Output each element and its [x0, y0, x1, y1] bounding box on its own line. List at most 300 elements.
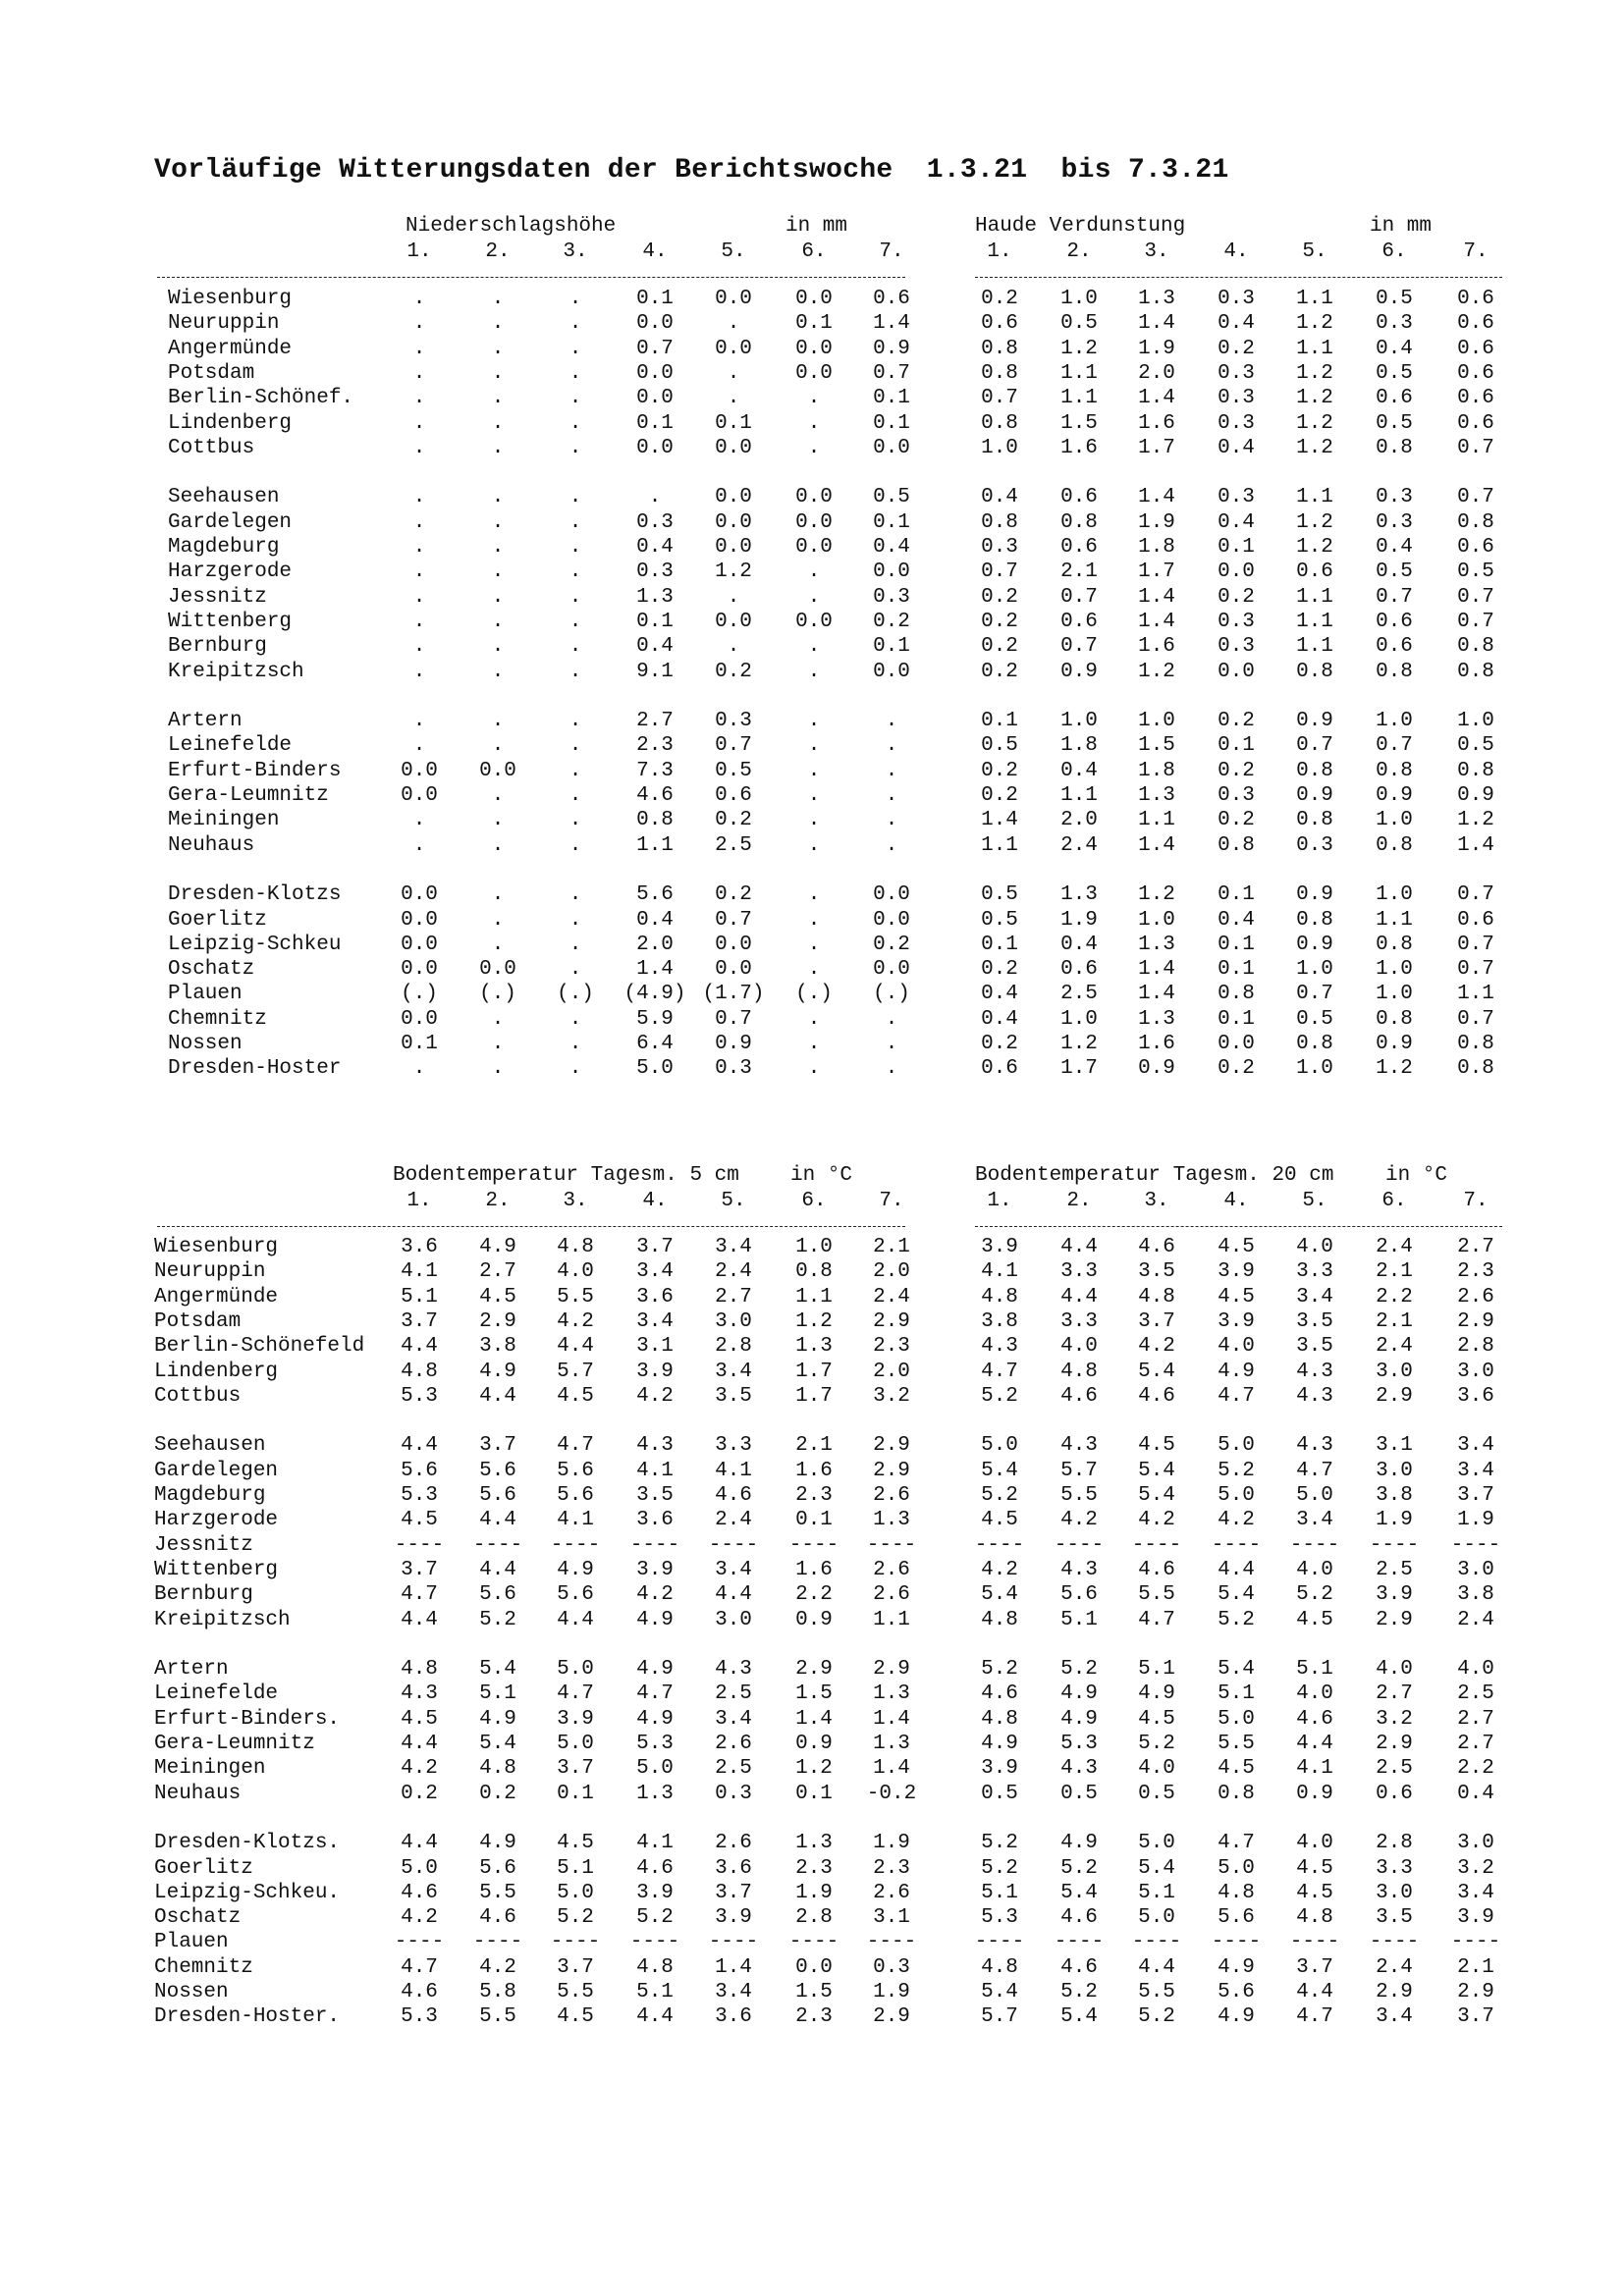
- evaporation-header: Haude Verdunstung: [975, 215, 1186, 238]
- right-value-cell: 1.9: [1457, 1509, 1494, 1532]
- station-name: Angermünde: [168, 337, 293, 360]
- left-value-cell: 0.4: [636, 635, 674, 659]
- left-value-cell: -0.2: [866, 1782, 917, 1805]
- left-value-cell: 0.3: [715, 1782, 752, 1805]
- right-value-cell: 2.5: [1376, 1757, 1413, 1781]
- left-value-cell: 5.8: [479, 1981, 516, 2003]
- right-value-cell: 0.3: [1218, 387, 1255, 410]
- left-value-cell: .: [491, 635, 505, 659]
- left-value-cell: ----: [629, 1931, 680, 1954]
- right-value-cell: 5.4: [1138, 1459, 1175, 1482]
- day-label-right: 3.: [1144, 1190, 1169, 1212]
- right-value-cell: 1.4: [1138, 486, 1175, 509]
- right-value-cell: 1.1: [1138, 809, 1175, 832]
- right-value-cell: 0.2: [981, 635, 1018, 659]
- right-value-cell: 5.2: [981, 1384, 1018, 1408]
- left-value-cell: 4.6: [715, 1484, 752, 1507]
- right-value-cell: 0.6: [1457, 411, 1494, 435]
- left-value-cell: .: [568, 510, 582, 534]
- left-value-cell: 0.1: [795, 1782, 833, 1805]
- right-value-cell: 4.8: [981, 1707, 1018, 1731]
- left-value-cell: 0.0: [873, 908, 910, 932]
- right-value-cell: 0.1: [1218, 958, 1255, 982]
- right-value-cell: 0.9: [1376, 1033, 1413, 1055]
- left-value-cell: .: [491, 734, 505, 758]
- left-value-cell: 2.5: [715, 833, 752, 857]
- station-name: Jessnitz: [168, 585, 267, 609]
- right-value-cell: 4.2: [1060, 1509, 1098, 1532]
- left-value-cell: .: [412, 1057, 426, 1081]
- right-value-cell: 0.2: [1218, 337, 1255, 360]
- right-value-cell: 0.7: [1457, 610, 1494, 633]
- left-value-cell: 4.8: [401, 1360, 438, 1383]
- left-value-cell: 4.9: [479, 1360, 516, 1383]
- right-value-cell: 0.8: [1457, 510, 1494, 534]
- left-value-cell: 7.3: [636, 759, 674, 782]
- left-value-cell: 3.9: [557, 1707, 594, 1731]
- right-value-cell: 0.5: [1060, 1782, 1098, 1805]
- left-value-cell: .: [568, 883, 582, 907]
- right-value-cell: 3.9: [1457, 1906, 1494, 1930]
- right-value-cell: 5.6: [1218, 1981, 1255, 2003]
- right-value-cell: 0.6: [1457, 908, 1494, 932]
- right-value-cell: 0.2: [981, 660, 1018, 683]
- day-label-left: 4.: [642, 1190, 668, 1212]
- right-value-cell: 3.0: [1457, 1558, 1494, 1581]
- right-value-cell: 0.6: [1296, 561, 1333, 584]
- right-value-cell: 4.9: [1218, 1955, 1255, 1979]
- left-value-cell: 1.9: [873, 1981, 910, 2003]
- left-value-cell: .: [412, 411, 426, 435]
- right-value-cell: 0.9: [1138, 1057, 1175, 1081]
- day-label-right: 5.: [1302, 1190, 1327, 1212]
- right-value-cell: 4.0: [1060, 1335, 1098, 1359]
- left-value-cell: .: [568, 710, 582, 733]
- right-value-cell: 3.0: [1376, 1360, 1413, 1383]
- left-value-cell: 3.6: [636, 1509, 674, 1532]
- left-value-cell: 2.6: [873, 1583, 910, 1607]
- left-value-cell: 0.0: [479, 759, 516, 782]
- left-value-cell: .: [807, 958, 821, 982]
- left-value-cell: .: [568, 734, 582, 758]
- right-value-cell: 0.6: [1376, 635, 1413, 659]
- right-value-cell: 4.6: [1060, 1955, 1098, 1979]
- left-value-cell: .: [568, 288, 582, 310]
- right-value-cell: 0.6: [1376, 387, 1413, 410]
- left-value-cell: 0.7: [715, 1007, 752, 1031]
- right-value-cell: 4.5: [1296, 1608, 1333, 1631]
- left-value-cell: 2.8: [715, 1335, 752, 1359]
- left-value-cell: 0.8: [795, 1260, 833, 1284]
- right-value-cell: 0.3: [1376, 486, 1413, 509]
- right-value-cell: 0.3: [1218, 411, 1255, 435]
- left-value-cell: 0.2: [715, 809, 752, 832]
- left-value-cell: 4.8: [479, 1757, 516, 1781]
- left-value-cell: .: [807, 809, 821, 832]
- left-value-cell: 4.9: [557, 1558, 594, 1581]
- left-value-cell: .: [491, 312, 505, 336]
- left-value-cell: 3.4: [715, 1707, 752, 1731]
- left-value-cell: 1.3: [795, 1335, 833, 1359]
- left-value-cell: .: [412, 510, 426, 534]
- left-value-cell: 0.0: [401, 933, 438, 956]
- right-value-cell: 4.8: [1060, 1360, 1098, 1383]
- right-value-cell: 0.5: [1376, 361, 1413, 385]
- right-value-cell: 4.6: [1296, 1707, 1333, 1731]
- left-value-cell: (1.7): [702, 983, 765, 1006]
- left-value-cell: 2.6: [873, 1881, 910, 1904]
- right-value-cell: 1.2: [1296, 436, 1333, 459]
- left-value-cell: 3.9: [636, 1558, 674, 1581]
- left-value-cell: 1.4: [873, 312, 910, 336]
- left-value-cell: 0.0: [401, 883, 438, 907]
- left-value-cell: 1.2: [795, 1757, 833, 1781]
- right-value-cell: 4.0: [1376, 1658, 1413, 1682]
- left-value-cell: ----: [866, 1533, 917, 1557]
- left-value-cell: 2.1: [795, 1434, 833, 1458]
- left-value-cell: .: [885, 1033, 898, 1055]
- right-value-cell: ----: [974, 1533, 1025, 1557]
- right-value-cell: 0.4: [981, 983, 1018, 1006]
- left-value-cell: 2.9: [873, 1459, 910, 1482]
- left-value-cell: (.): [401, 983, 438, 1006]
- left-value-cell: 0.0: [715, 288, 752, 310]
- right-value-cell: 0.2: [1218, 809, 1255, 832]
- right-value-cell: 0.2: [1218, 759, 1255, 782]
- right-value-cell: 0.2: [981, 958, 1018, 982]
- station-name: Gera-Leumnitz: [168, 784, 329, 807]
- left-value-cell: 3.3: [715, 1434, 752, 1458]
- left-value-cell: .: [568, 1007, 582, 1031]
- left-value-cell: 5.5: [557, 1981, 594, 2003]
- left-value-cell: 4.4: [636, 2005, 674, 2029]
- left-value-cell: .: [491, 436, 505, 459]
- right-value-cell: 4.9: [1218, 1360, 1255, 1383]
- right-value-cell: 0.9: [1060, 660, 1098, 683]
- right-value-cell: 0.1: [981, 710, 1018, 733]
- left-value-cell: 0.1: [795, 1509, 833, 1532]
- left-value-cell: ----: [472, 1931, 523, 1954]
- right-value-cell: 5.4: [1138, 1484, 1175, 1507]
- left-value-cell: .: [807, 784, 821, 807]
- right-value-cell: 0.6: [1060, 536, 1098, 559]
- right-value-cell: 3.8: [981, 1309, 1018, 1333]
- right-value-cell: 0.7: [1457, 1007, 1494, 1031]
- table-row: [0, 1831, 1624, 1855]
- left-value-cell: 0.1: [636, 288, 674, 310]
- left-value-cell: 4.1: [715, 1459, 752, 1482]
- right-value-cell: 3.9: [1376, 1583, 1413, 1607]
- left-value-cell: .: [491, 536, 505, 559]
- table-row: [0, 535, 1624, 560]
- left-value-cell: 4.0: [557, 1260, 594, 1284]
- left-value-cell: .: [807, 561, 821, 584]
- station-name: Kreipitzsch: [168, 660, 304, 683]
- station-name: Bernburg: [168, 635, 267, 659]
- left-value-cell: 0.0: [636, 361, 674, 385]
- left-value-cell: 4.4: [557, 1335, 594, 1359]
- left-value-cell: .: [807, 436, 821, 459]
- right-value-cell: 0.8: [1218, 833, 1255, 857]
- right-value-cell: 4.2: [981, 1558, 1018, 1581]
- left-value-cell: 0.0: [795, 536, 833, 559]
- right-value-cell: 0.7: [1376, 734, 1413, 758]
- right-value-cell: 0.4: [1218, 908, 1255, 932]
- left-value-cell: .: [412, 486, 426, 509]
- left-value-cell: 0.0: [795, 288, 833, 310]
- right-value-cell: 0.6: [1060, 610, 1098, 633]
- day-label-left: 3.: [563, 240, 588, 263]
- right-value-cell: 0.1: [1218, 933, 1255, 956]
- right-value-cell: 5.5: [1138, 1981, 1175, 2003]
- day-label-left: 2.: [485, 240, 511, 263]
- left-value-cell: 1.3: [873, 1733, 910, 1755]
- station-name: Dresden-Hoster: [168, 1057, 342, 1081]
- right-value-cell: 0.3: [981, 536, 1018, 559]
- left-value-cell: 2.4: [715, 1509, 752, 1532]
- station-name: Leinefelde: [168, 734, 293, 758]
- left-value-cell: .: [412, 387, 426, 410]
- right-value-cell: 0.3: [1218, 610, 1255, 633]
- right-value-cell: 2.9: [1457, 1981, 1494, 2003]
- left-value-cell: .: [807, 660, 821, 683]
- right-value-cell: 0.8: [1296, 908, 1333, 932]
- right-value-cell: 2.1: [1060, 561, 1098, 584]
- table-row: [0, 1433, 1624, 1458]
- left-value-cell: 0.0: [401, 1007, 438, 1031]
- left-value-cell: 0.1: [715, 411, 752, 435]
- right-value-cell: 0.0: [1218, 660, 1255, 683]
- right-value-cell: 1.5: [1138, 734, 1175, 758]
- right-value-cell: 0.6: [1457, 361, 1494, 385]
- right-value-cell: 5.0: [1138, 1832, 1175, 1855]
- left-value-cell: .: [885, 784, 898, 807]
- station-name: Cottbus: [154, 1384, 242, 1408]
- right-value-cell: 1.2: [1296, 361, 1333, 385]
- left-value-cell: 0.0: [795, 337, 833, 360]
- table-row: [0, 287, 1624, 311]
- right-value-cell: 1.9: [1138, 510, 1175, 534]
- day-label-left: 2.: [485, 1190, 511, 1212]
- station-name: Berlin-Schönefeld: [154, 1335, 365, 1359]
- day-label-right: 7.: [1463, 240, 1489, 263]
- right-value-cell: 0.5: [1376, 411, 1413, 435]
- right-value-cell: 4.3: [981, 1335, 1018, 1359]
- left-value-cell: 3.7: [479, 1434, 516, 1458]
- right-value-cell: 2.0: [1060, 809, 1098, 832]
- right-value-cell: 0.5: [981, 1782, 1018, 1805]
- right-value-cell: 2.9: [1457, 1309, 1494, 1333]
- station-name: Jessnitz: [154, 1533, 253, 1557]
- left-value-cell: 0.7: [715, 908, 752, 932]
- left-value-cell: 0.2: [401, 1782, 438, 1805]
- station-name: Nossen: [154, 1981, 229, 2003]
- right-value-cell: ----: [1289, 1533, 1340, 1557]
- right-value-cell: 0.7: [1457, 883, 1494, 907]
- left-value-cell: .: [807, 759, 821, 782]
- right-value-cell: 0.3: [1376, 510, 1413, 534]
- station-name: Gardelegen: [154, 1459, 279, 1482]
- left-value-cell: 0.2: [873, 933, 910, 956]
- station-name: Nossen: [168, 1033, 243, 1055]
- left-value-cell: 4.5: [557, 2005, 594, 2029]
- left-value-cell: .: [491, 486, 505, 509]
- day-header-row: [0, 1189, 1624, 1213]
- table-row: [0, 908, 1624, 933]
- left-value-cell: .: [727, 585, 740, 609]
- right-value-cell: 4.3: [1296, 1384, 1333, 1408]
- left-value-cell: 5.6: [636, 883, 674, 907]
- table-row: [0, 585, 1624, 610]
- left-value-cell: 5.1: [401, 1285, 438, 1308]
- left-value-cell: 5.6: [557, 1459, 594, 1482]
- left-value-cell: .: [885, 710, 898, 733]
- right-value-cell: 2.9: [1376, 1733, 1413, 1755]
- right-value-cell: 5.2: [1138, 1733, 1175, 1755]
- day-label-right: 6.: [1381, 240, 1407, 263]
- right-value-cell: 0.4: [981, 1007, 1018, 1031]
- left-value-cell: .: [568, 486, 582, 509]
- left-value-cell: 3.4: [715, 1236, 752, 1258]
- left-value-cell: 1.0: [795, 1236, 833, 1258]
- left-value-cell: 2.7: [479, 1260, 516, 1284]
- right-value-cell: 2.4: [1376, 1335, 1413, 1359]
- right-value-cell: 3.4: [1296, 1509, 1333, 1532]
- left-value-cell: .: [568, 933, 582, 956]
- left-value-cell: 5.9: [636, 1007, 674, 1031]
- right-value-cell: 0.7: [1457, 486, 1494, 509]
- left-value-cell: 0.9: [873, 337, 910, 360]
- left-value-cell: 0.1: [873, 411, 910, 435]
- right-value-cell: 1.0: [1138, 710, 1175, 733]
- right-value-cell: 1.1: [1296, 337, 1333, 360]
- left-value-cell: 5.6: [557, 1484, 594, 1507]
- left-value-cell: 2.9: [873, 2005, 910, 2029]
- left-value-cell: 3.0: [715, 1608, 752, 1631]
- right-value-cell: 1.1: [1296, 288, 1333, 310]
- right-value-cell: 4.4: [1296, 1733, 1333, 1755]
- right-value-cell: 0.6: [1457, 337, 1494, 360]
- right-value-cell: 1.1: [1457, 983, 1494, 1006]
- right-value-cell: 1.6: [1138, 1033, 1175, 1055]
- left-value-cell: 0.4: [636, 908, 674, 932]
- left-value-cell: (4.9): [623, 983, 686, 1006]
- right-value-cell: 0.3: [1218, 784, 1255, 807]
- right-value-cell: 0.6: [1376, 610, 1413, 633]
- left-value-cell: .: [807, 833, 821, 857]
- left-value-cell: 2.9: [873, 1309, 910, 1333]
- right-value-cell: 4.3: [1060, 1757, 1098, 1781]
- soil-temp-5cm-header: Bodentemperatur Tagesm. 5 cm: [393, 1164, 739, 1187]
- right-value-cell: 5.4: [981, 1459, 1018, 1482]
- day-label-right: 4.: [1223, 240, 1249, 263]
- left-value-cell: 0.0: [873, 561, 910, 584]
- right-value-cell: 1.0: [1376, 809, 1413, 832]
- left-value-cell: 0.0: [479, 958, 516, 982]
- left-value-cell: 4.4: [479, 1558, 516, 1581]
- right-value-cell: 0.5: [1138, 1782, 1175, 1805]
- left-value-cell: 3.6: [636, 1285, 674, 1308]
- station-name: Chemnitz: [168, 1007, 267, 1031]
- right-value-cell: 2.5: [1376, 1558, 1413, 1581]
- right-value-cell: 4.5: [1138, 1434, 1175, 1458]
- right-value-cell: 0.8: [1376, 759, 1413, 782]
- left-value-cell: 4.2: [401, 1906, 438, 1930]
- right-value-cell: 4.3: [1296, 1360, 1333, 1383]
- left-value-cell: 4.9: [636, 1658, 674, 1682]
- right-value-cell: 4.7: [1296, 2005, 1333, 2029]
- left-value-cell: 4.7: [401, 1955, 438, 1979]
- right-value-cell: 1.0: [1138, 908, 1175, 932]
- left-value-cell: 1.7: [795, 1384, 833, 1408]
- right-value-cell: 1.1: [1296, 635, 1333, 659]
- right-value-cell: 5.4: [1138, 1360, 1175, 1383]
- right-value-cell: 5.2: [981, 1484, 1018, 1507]
- right-value-cell: 0.4: [1376, 536, 1413, 559]
- right-value-cell: 3.9: [981, 1757, 1018, 1781]
- left-value-cell: 3.4: [715, 1360, 752, 1383]
- right-value-cell: 0.2: [981, 759, 1018, 782]
- left-value-cell: 5.1: [636, 1981, 674, 2003]
- station-name: Leipzig-Schkeu: [168, 933, 342, 956]
- left-value-cell: .: [568, 387, 582, 410]
- right-value-cell: 4.0: [1138, 1757, 1175, 1781]
- left-value-cell: .: [568, 1057, 582, 1081]
- right-value-cell: 0.8: [1296, 809, 1333, 832]
- left-value-cell: 0.3: [873, 1955, 910, 1979]
- station-name: Wiesenburg: [168, 288, 293, 310]
- right-value-cell: 0.5: [981, 883, 1018, 907]
- left-value-cell: 0.1: [636, 411, 674, 435]
- table-row: [0, 1856, 1624, 1881]
- right-value-cell: 1.6: [1138, 411, 1175, 435]
- left-value-cell: 0.0: [873, 660, 910, 683]
- left-value-cell: 3.5: [715, 1384, 752, 1408]
- right-value-cell: 3.8: [1457, 1583, 1494, 1607]
- left-value-cell: 5.3: [401, 1384, 438, 1408]
- left-value-cell: 2.2: [795, 1583, 833, 1607]
- left-value-cell: 0.0: [636, 312, 674, 336]
- right-value-cell: 1.0: [1457, 710, 1494, 733]
- left-value-cell: 0.0: [873, 958, 910, 982]
- day-label-left: 7.: [879, 1190, 904, 1212]
- right-value-cell: 0.3: [1218, 486, 1255, 509]
- left-value-cell: 4.1: [636, 1459, 674, 1482]
- left-value-cell: .: [807, 1033, 821, 1055]
- left-value-cell: 2.3: [795, 1856, 833, 1880]
- left-value-cell: 4.4: [401, 1733, 438, 1755]
- left-value-cell: 2.1: [873, 1236, 910, 1258]
- left-value-cell: 4.6: [401, 1981, 438, 2003]
- right-value-cell: 4.9: [1060, 1832, 1098, 1855]
- station-name: Neuhaus: [168, 833, 255, 857]
- left-value-cell: 3.9: [715, 1906, 752, 1930]
- right-value-cell: ----: [1211, 1931, 1262, 1954]
- table-row: [0, 1334, 1624, 1359]
- left-value-cell: 0.1: [873, 510, 910, 534]
- left-value-cell: 1.1: [795, 1285, 833, 1308]
- day-label-right: 4.: [1223, 1190, 1249, 1212]
- left-value-cell: 4.1: [636, 1832, 674, 1855]
- right-value-cell: 2.5: [1060, 983, 1098, 1006]
- left-value-cell: 3.1: [873, 1906, 910, 1930]
- left-value-cell: .: [648, 486, 662, 509]
- right-value-cell: 0.5: [1376, 288, 1413, 310]
- station-name: Oschatz: [154, 1906, 242, 1930]
- left-value-cell: .: [568, 337, 582, 360]
- left-value-cell: 5.6: [479, 1856, 516, 1880]
- right-value-cell: 2.1: [1376, 1260, 1413, 1284]
